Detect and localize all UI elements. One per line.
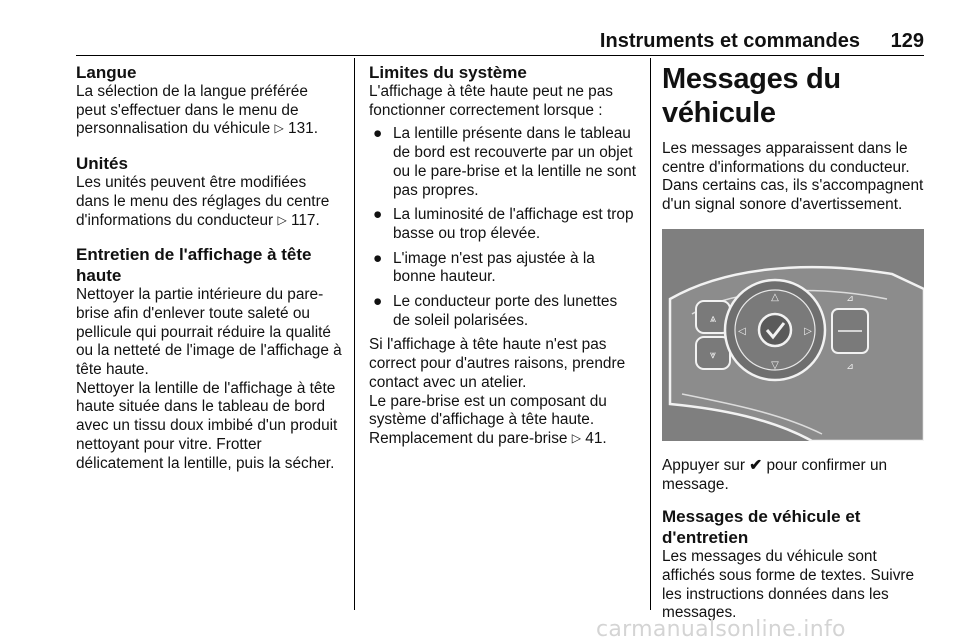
page-reference-arrow-icon: ▷ xyxy=(571,430,581,445)
svg-text:⩔: ⩔ xyxy=(709,347,717,361)
steering-wheel-controls-illustration xyxy=(662,229,924,441)
column-divider-1 xyxy=(354,58,355,610)
paragraph-messages: Les messages apparaissent dans le centre d'informations du conducteur. Dans certains cas, ils s'accompagnent d'un signal sonore d'avertissement. xyxy=(662,140,924,214)
page-reference-arrow-icon: ▷ xyxy=(277,212,287,227)
limitations-list xyxy=(369,125,637,330)
svg-text:⊿: ⊿ xyxy=(846,361,854,372)
steering-wheel-controls-figure xyxy=(662,229,924,441)
list-item: ● Le conducteur porte des lunettes de soleil polarisées. xyxy=(373,293,618,329)
page-number: 129 xyxy=(890,30,924,52)
section-heading-entretien-affichage: Entretien de l'affichage à tête haute xyxy=(76,245,312,286)
section-heading-messages-entretien: Messages de véhicule et d'entretien xyxy=(662,507,861,548)
column-1 xyxy=(76,62,342,473)
header-divider xyxy=(76,55,924,56)
svg-text:⩓: ⩓ xyxy=(709,311,717,325)
paragraph-messages-entretien: Les messages du véhicule sont affichés sous forme de textes. Suivre les instructions données dans les messages. xyxy=(662,548,915,622)
paragraph-langue: La sélection de la langue préférée peut s'effectuer dans le menu de personnalisation du véhicule ▷ 131. xyxy=(76,83,318,138)
paragraph-atelier: Si l'affichage à tête haute n'est pas correct pour d'autres raisons, prendre contact avec un atelier. xyxy=(369,336,626,391)
svg-text:⊿: ⊿ xyxy=(846,293,854,304)
page-header-title: Instruments et commandes xyxy=(599,30,860,52)
section-heading-langue: Langue xyxy=(76,63,137,82)
paragraph-pare-brise: Le pare-brise est un composant du système d'affichage à tête haute. Remplacement du pare-brise ▷ 41. xyxy=(369,392,607,447)
column-divider-2 xyxy=(650,58,651,610)
page-reference-arrow-icon: ▷ xyxy=(274,121,284,136)
svg-text:▷: ▷ xyxy=(804,325,812,337)
list-item: ● La luminosité de l'affichage est trop basse ou trop élevée. xyxy=(373,206,634,242)
section-heading-unites: Unités xyxy=(76,154,128,174)
checkmark-icon: ✔ xyxy=(749,456,763,474)
list-item: ● L'image n'est pas ajustée à la bonne hauteur. xyxy=(373,249,595,286)
paragraph-confirm: Appuyer sur ✔ pour confirmer un message. xyxy=(662,456,888,493)
section-heading-limites: Limites du système xyxy=(369,63,527,82)
paragraph-unites: Les unités peuvent être modifiées dans le menu des réglages du centre d'informations du conducteur ▷ 117. xyxy=(76,174,330,229)
paragraph-entretien-1: Nettoyer la partie intérieure du pare-brise afin d'enlever toute saleté ou pellicule qui pourrait réduire la qualité ou la netteté de l'image de l'affichage à tête haute. xyxy=(76,286,342,379)
svg-text:△: △ xyxy=(771,291,779,303)
svg-text:▽: ▽ xyxy=(771,359,779,371)
column-3 xyxy=(662,62,928,623)
list-item: ● La lentille présente dans le tableau de bord est recouverte par un objet ou le pare-brise et la lentille ne sont pas propres. xyxy=(373,125,636,199)
section-heading-messages: Messages du véhicule xyxy=(662,63,841,129)
paragraph-limites-intro: L'affichage à tête haute peut ne pas fonctionner correctement lorsque : xyxy=(369,83,613,119)
column-2 xyxy=(369,62,637,449)
svg-text:◁: ◁ xyxy=(738,325,746,337)
watermark: carmanualsonline.info xyxy=(596,617,846,642)
paragraph-entretien-2: Nettoyer la lentille de l'affichage à tête haute située dans le tableau de bord avec un tissu doux imbibé d'un produit nettoyant pour vitre. Frotter délicatement la lentille, puis la sécher. xyxy=(76,379,338,472)
